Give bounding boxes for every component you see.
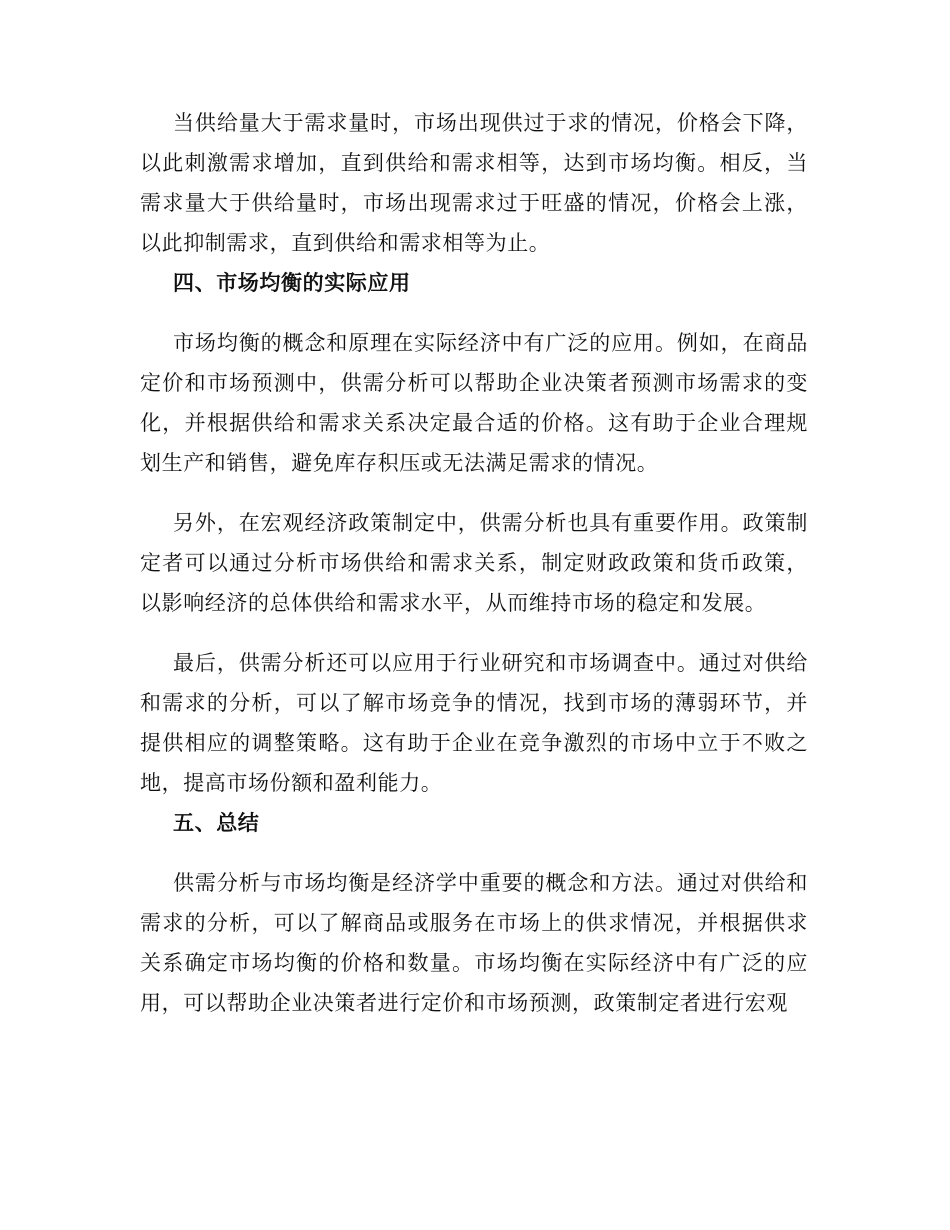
paragraph-macro-policy: 另外，在宏观经济政策制定中，供需分析也具有重要作用。政策制定者可以通过分析市场供给和需求关系，制定财政政策和货币政策，以影响经济的总体供给和需求水平，从而维持市场的稳定和发展。 — [140, 511, 808, 615]
document-body — [140, 103, 808, 1023]
section-heading-practical-application: 四、市场均衡的实际应用 — [173, 270, 411, 295]
section-heading-summary: 五、总结 — [173, 810, 260, 835]
paragraph-pricing-forecast: 市场均衡的概念和原理在实际经济中有广泛的应用。例如，在商品定价和市场预测中，供需分析可以帮助企业决策者预测市场需求的变化，并根据供给和需求关系决定最合适的价格。这有助于企业合理规划生产和销售，避免库存积压或无法满足需求的情况。 — [140, 331, 808, 475]
paragraph-market-adjustment: 当供给量大于需求量时，市场出现供过于求的情况，价格会下降，以此刺激需求增加，直到供给和需求相等，达到市场均衡。相反，当需求量大于供给量时，市场出现需求过于旺盛的情况，价格会上涨，以此抑制需求，直到供给和需求相等为止。 — [140, 111, 808, 255]
paragraph-summary: 供需分析与市场均衡是经济学中重要的概念和方法。通过对供给和需求的分析，可以了解商品或服务在市场上的供求情况，并根据供求关系确定市场均衡的价格和数量。市场均衡在实际经济中有广泛的应用，可以帮助企业决策者进行定价和市场预测，政策制定者进行宏观 — [140, 871, 808, 1015]
paragraph-industry-research: 最后，供需分析还可以应用于行业研究和市场调查中。通过对供给和需求的分析，可以了解市场竞争的情况，找到市场的薄弱环节，并提供相应的调整策略。这有助于企业在竞争激烈的市场中立于不败之地，提高市场份额和盈利能力。 — [140, 651, 808, 795]
